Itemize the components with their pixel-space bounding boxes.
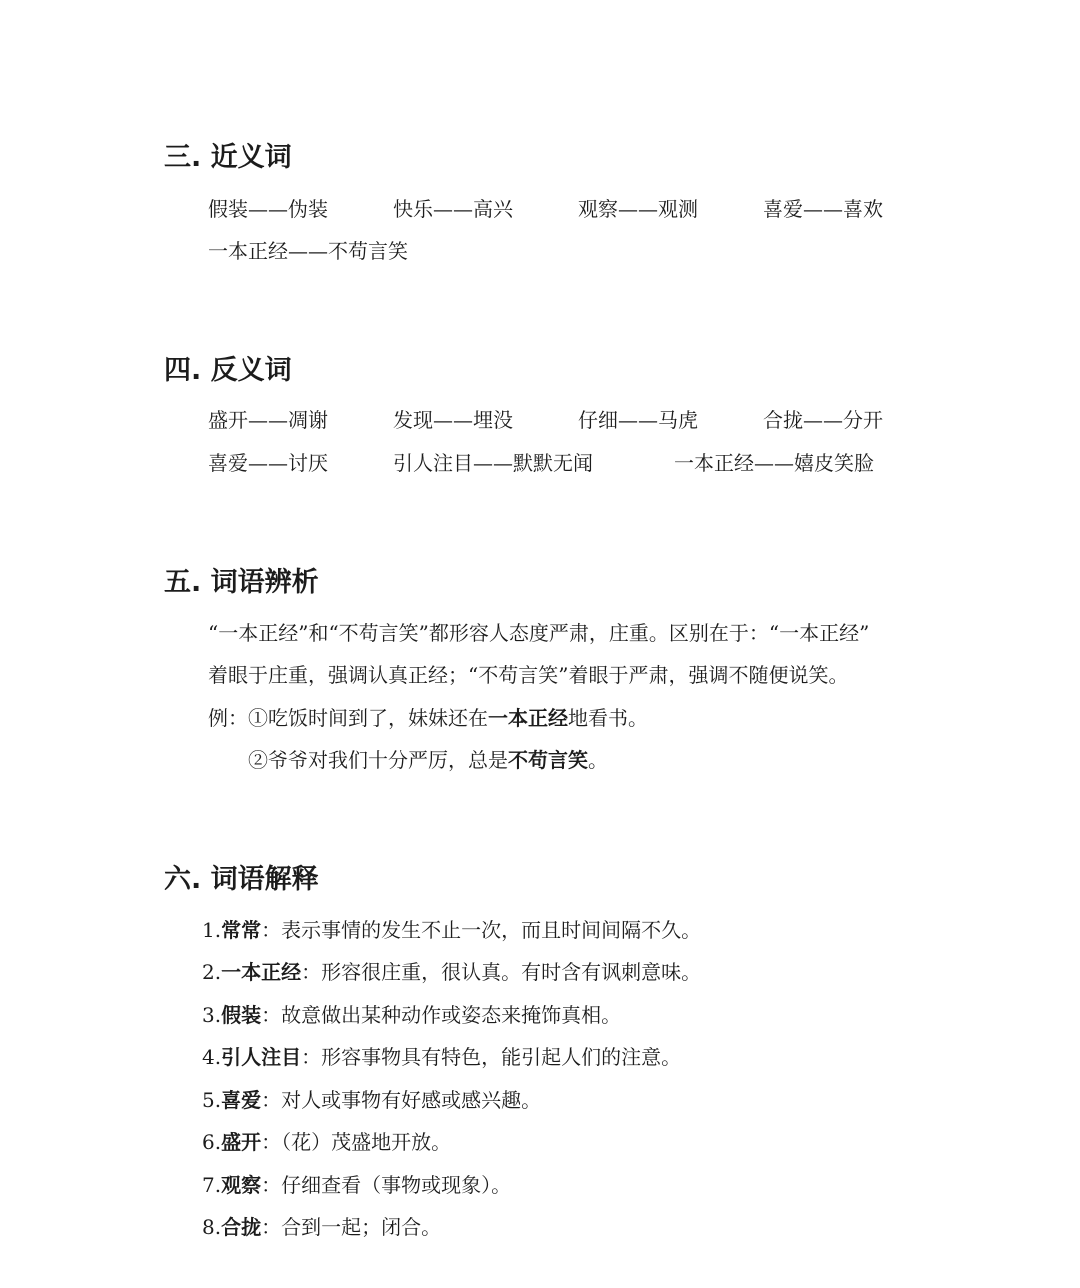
definition-term: 引人注目 xyxy=(221,1045,302,1069)
definition-item xyxy=(202,1128,451,1156)
synonym-pair: 观察——观测 xyxy=(578,197,698,221)
antonym-pair: 盛开——凋谢 xyxy=(208,408,328,432)
synonym-pair: 快乐——高兴 xyxy=(393,197,513,221)
example-sentence-1 xyxy=(208,704,648,732)
definition-number: 4. xyxy=(202,1045,222,1069)
section-5-title: 五. 词语辨析 xyxy=(164,567,319,598)
analysis-paragraph-line-1: “一本正经”和“不苟言笑”都形容人态度严肃，庄重。区别在于：“一本正经” xyxy=(208,621,870,645)
definition-text: ：仔细查看（事物或现象）。 xyxy=(261,1173,512,1197)
example-2-keyword: 不苟言笑 xyxy=(508,748,588,772)
example-2-suffix: 。 xyxy=(588,748,608,772)
definition-number: 8. xyxy=(202,1215,222,1239)
section-4-title: 四. 反义词 xyxy=(164,355,292,386)
definition-text: ：表示事情的发生不止一次，而且时间间隔不久。 xyxy=(261,918,702,942)
definition-item xyxy=(202,1171,511,1199)
definition-text: ：形容事物具有特色，能引起人们的注意。 xyxy=(301,1045,682,1069)
antonym-pair: 一本正经——嬉皮笑脸 xyxy=(674,451,874,475)
example-1-keyword: 一本正经 xyxy=(488,706,568,730)
section-3-title: 三. 近义词 xyxy=(164,142,292,173)
example-1-prefix: 例：①吃饭时间到了，妹妹还在 xyxy=(208,706,488,730)
definition-item xyxy=(202,1001,621,1029)
definition-term: 一本正经 xyxy=(221,960,302,984)
definition-item xyxy=(202,958,701,986)
antonym-pair: 仔细——马虎 xyxy=(578,408,698,432)
definition-text: ：（花）茂盛地开放。 xyxy=(261,1130,452,1154)
definition-item xyxy=(202,1043,681,1071)
definition-term: 假装 xyxy=(221,1003,262,1027)
definition-term: 喜爱 xyxy=(221,1088,262,1112)
antonym-pair: 合拢——分开 xyxy=(763,408,883,432)
definition-number: 6. xyxy=(202,1130,222,1154)
definition-number: 1. xyxy=(202,918,222,942)
definition-text: ：合到一起；闭合。 xyxy=(261,1215,442,1239)
definition-term: 合拢 xyxy=(221,1215,262,1239)
definition-text: ：故意做出某种动作或姿态来掩饰真相。 xyxy=(261,1003,622,1027)
example-1-suffix: 地看书。 xyxy=(568,706,648,730)
definition-item xyxy=(202,1213,441,1241)
antonym-pair: 引人注目——默默无闻 xyxy=(393,451,593,475)
definition-text: ：对人或事物有好感或感兴趣。 xyxy=(261,1088,542,1112)
definition-text: ：形容很庄重，很认真。有时含有讽刺意味。 xyxy=(301,960,702,984)
antonym-pair: 发现——埋没 xyxy=(393,408,513,432)
analysis-paragraph-line-2: 着眼于庄重，强调认真正经；“不苟言笑”着眼于严肃，强调不随便说笑。 xyxy=(208,663,849,687)
definition-term: 盛开 xyxy=(221,1130,262,1154)
definition-item xyxy=(202,916,701,944)
definition-number: 3. xyxy=(202,1003,222,1027)
synonym-pair: 一本正经——不苟言笑 xyxy=(208,239,408,263)
definition-number: 7. xyxy=(202,1173,222,1197)
synonym-pair: 假装——伪装 xyxy=(208,197,328,221)
definition-term: 常常 xyxy=(221,918,262,942)
section-6-title: 六. 词语解释 xyxy=(164,864,319,895)
example-sentence-2 xyxy=(248,746,608,774)
antonym-pair: 喜爱——讨厌 xyxy=(208,451,328,475)
synonym-pair: 喜爱——喜欢 xyxy=(763,197,883,221)
definition-term: 观察 xyxy=(221,1173,262,1197)
definition-number: 5. xyxy=(202,1088,222,1112)
example-2-prefix: ②爷爷对我们十分严厉，总是 xyxy=(248,748,508,772)
definition-number: 2. xyxy=(202,960,222,984)
definition-item xyxy=(202,1086,541,1114)
